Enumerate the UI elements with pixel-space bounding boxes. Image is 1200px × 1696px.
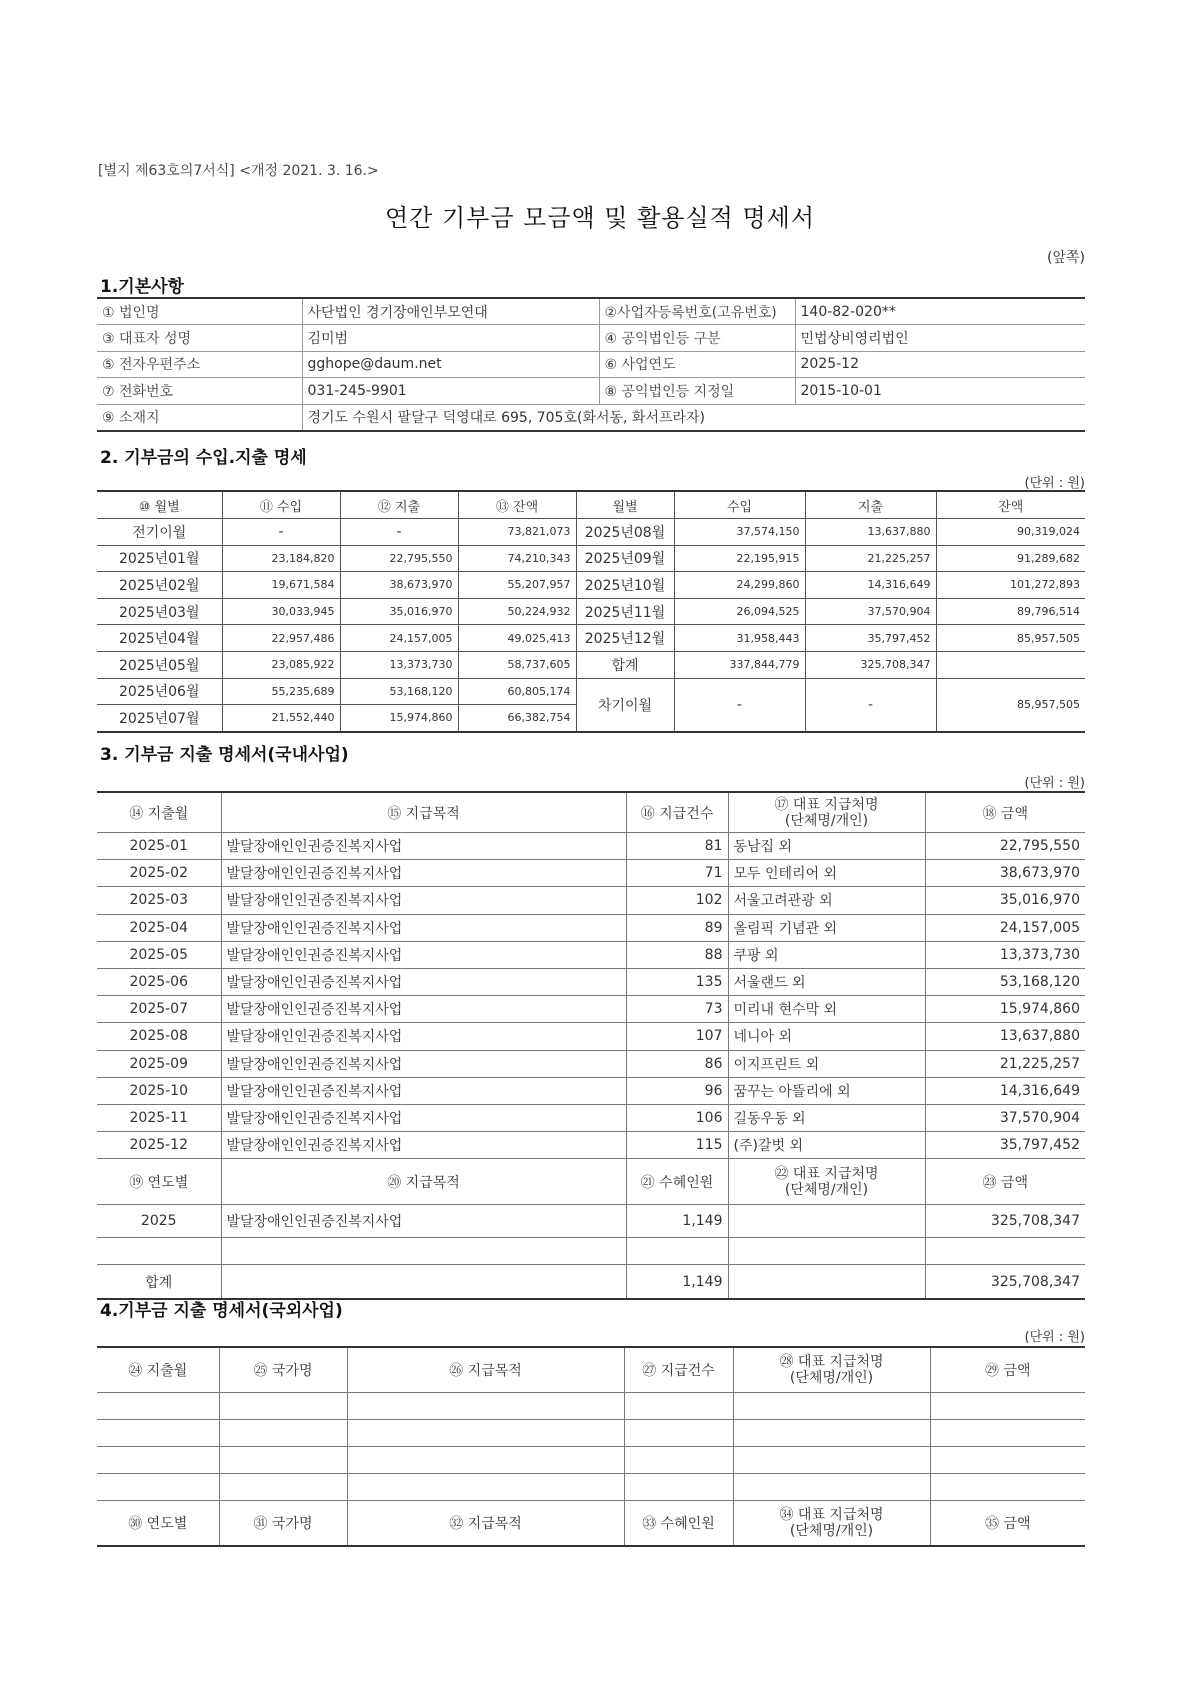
year-cell: 2025 xyxy=(97,1205,221,1238)
column-header: ⑮ 지급목적 xyxy=(221,792,626,833)
field-label: ⑧ 공익법인등 지정일 xyxy=(599,378,795,404)
field-label: ④ 공익법인등 구분 xyxy=(599,325,795,351)
amount-cell: 38,673,970 xyxy=(925,860,1085,887)
purpose-cell: 발달장애인인권증진복지사업 xyxy=(221,1023,626,1050)
field-label: ① 법인명 xyxy=(97,298,302,325)
month-cell: 2025년01월 xyxy=(97,545,222,572)
column-header: ㉖ 지급목적 xyxy=(347,1347,624,1393)
month-cell: 2025년05월 xyxy=(97,651,222,678)
balance-cell: 90,319,024 xyxy=(936,519,1085,546)
empty-cell xyxy=(219,1420,347,1447)
section-3-unit: (단위 : 원) xyxy=(1024,776,1085,791)
count-cell: 107 xyxy=(626,1023,728,1050)
purpose-cell: 발달장애인인권증진복지사업 xyxy=(221,1205,626,1238)
count-cell: 71 xyxy=(626,860,728,887)
field-label: ②사업자등록번호(고유번호) xyxy=(599,298,795,325)
income-cell: 30,033,945 xyxy=(222,598,340,625)
empty-cell xyxy=(219,1393,347,1420)
domestic-row xyxy=(97,1104,1085,1131)
empty-cell xyxy=(930,1420,1085,1447)
field-value: 민법상비영리법인 xyxy=(795,325,1085,351)
recipient-cell: 올림픽 기념관 외 xyxy=(728,914,925,941)
month-cell: 2025-08 xyxy=(97,1023,221,1050)
total-count: 1,149 xyxy=(626,1265,728,1300)
header-line: ⑰ 대표 지급처명 xyxy=(774,796,879,813)
empty-cell xyxy=(930,1447,1085,1474)
expense-cell: - xyxy=(340,519,458,546)
basic-info-row xyxy=(97,298,1085,325)
expense-cell: 35,797,452 xyxy=(805,625,936,652)
empty-cell xyxy=(219,1447,347,1474)
amount-cell: 53,168,120 xyxy=(925,968,1085,995)
column-header xyxy=(733,1347,930,1393)
expense-cell: 325,708,347 xyxy=(805,651,936,678)
expense-cell: 14,316,649 xyxy=(805,572,936,599)
purpose-cell: 발달장애인인권증진복지사업 xyxy=(221,968,626,995)
empty-cell xyxy=(347,1420,624,1447)
balance-cell: 50,224,932 xyxy=(458,598,576,625)
field-value: 사단법인 경기장애인부모연대 xyxy=(302,298,599,325)
empty-cell xyxy=(733,1447,930,1474)
month-cell: 2025-03 xyxy=(97,887,221,914)
expense-cell: 38,673,970 xyxy=(340,572,458,599)
field-label: ⑨ 소재지 xyxy=(97,404,302,431)
amount-cell: 37,570,904 xyxy=(925,1104,1085,1131)
empty-cell xyxy=(624,1447,733,1474)
carry-income-cell: - xyxy=(674,678,805,732)
income-cell: 24,299,860 xyxy=(674,572,805,599)
basic-info-row xyxy=(97,351,1085,377)
column-header: ㉛ 국가명 xyxy=(219,1501,347,1547)
month-cell: 2025년02월 xyxy=(97,572,222,599)
carry-month-cell: 차기이월 xyxy=(576,678,674,732)
count-cell: 73 xyxy=(626,996,728,1023)
column-header: ⑯ 지급건수 xyxy=(626,792,728,833)
field-label: ③ 대표자 성명 xyxy=(97,325,302,351)
column-header: 월별 xyxy=(576,491,674,519)
domestic-row xyxy=(97,941,1085,968)
column-header: ㉟ 금액 xyxy=(930,1501,1085,1547)
month-cell: 2025년04월 xyxy=(97,625,222,652)
income-expense-row xyxy=(97,545,1085,572)
month-cell: 2025-11 xyxy=(97,1104,221,1131)
domestic-row xyxy=(97,968,1085,995)
domestic-year-header xyxy=(97,1159,1085,1205)
domestic-row xyxy=(97,1077,1085,1104)
count-cell: 89 xyxy=(626,914,728,941)
basic-info-table xyxy=(97,297,1085,432)
empty-cell xyxy=(728,1238,925,1265)
expense-cell: 13,373,730 xyxy=(340,651,458,678)
month-cell: 2025년08월 xyxy=(576,519,674,546)
balance-cell: 85,957,505 xyxy=(936,625,1085,652)
empty-cell xyxy=(97,1238,221,1265)
carry-balance-cell: 85,957,505 xyxy=(936,678,1085,732)
income-expense-row xyxy=(97,598,1085,625)
section-1-title: 1.기본사항 xyxy=(100,277,184,297)
field-label: ⑦ 전화번호 xyxy=(97,378,302,404)
basic-info-row xyxy=(97,325,1085,351)
column-header: ⑬ 잔액 xyxy=(458,491,576,519)
income-expense-row xyxy=(97,572,1085,599)
recipient-cell: 꿈꾸는 아뜰리에 외 xyxy=(728,1077,925,1104)
balance-cell: 91,289,682 xyxy=(936,545,1085,572)
month-cell: 2025-12 xyxy=(97,1132,221,1159)
expense-cell: 13,637,880 xyxy=(805,519,936,546)
purpose-cell: 발달장애인인권증진복지사업 xyxy=(221,887,626,914)
overseas-empty-row xyxy=(97,1447,1085,1474)
purpose-cell: 발달장애인인권증진복지사업 xyxy=(221,860,626,887)
empty-cell xyxy=(347,1393,624,1420)
overseas-empty-row xyxy=(97,1393,1085,1420)
column-header: ㉝ 수혜인원 xyxy=(624,1501,733,1547)
domestic-row xyxy=(97,887,1085,914)
total-amount: 325,708,347 xyxy=(925,1265,1085,1300)
field-value: 김미범 xyxy=(302,325,599,351)
header-subline: (단체명/개인) xyxy=(789,1370,874,1386)
field-value: 2025-12 xyxy=(795,351,1085,377)
column-header: ⑳ 지급목적 xyxy=(221,1159,626,1205)
page-side-label: (앞쪽) xyxy=(1047,250,1085,266)
month-cell: 2025-06 xyxy=(97,968,221,995)
column-header: 수입 xyxy=(674,491,805,519)
field-value: 2015-10-01 xyxy=(795,378,1085,404)
empty-cell xyxy=(221,1238,626,1265)
column-header: 잔액 xyxy=(936,491,1085,519)
income-expense-row xyxy=(97,651,1085,678)
balance-cell: 74,210,343 xyxy=(458,545,576,572)
column-header: ㉗ 지급건수 xyxy=(624,1347,733,1393)
overseas-year-header xyxy=(97,1501,1085,1547)
empty-cell xyxy=(624,1474,733,1501)
address-row xyxy=(97,404,1085,431)
recipient-cell: 모두 인테리어 외 xyxy=(728,860,925,887)
overseas-header xyxy=(97,1347,1085,1393)
month-cell: 2025년12월 xyxy=(576,625,674,652)
empty-cell xyxy=(97,1447,219,1474)
amount-cell: 35,797,452 xyxy=(925,1132,1085,1159)
count-cell: 88 xyxy=(626,941,728,968)
balance-cell: 60,805,174 xyxy=(458,678,576,705)
month-cell: 2025-01 xyxy=(97,833,221,860)
month-cell: 2025년11월 xyxy=(576,598,674,625)
domestic-expense-table xyxy=(97,791,1085,1300)
expense-cell: 21,225,257 xyxy=(805,545,936,572)
empty-row xyxy=(97,1238,1085,1265)
recipient-cell: 이지프린트 외 xyxy=(728,1050,925,1077)
income-cell: 55,235,689 xyxy=(222,678,340,705)
balance-cell: 101,272,893 xyxy=(936,572,1085,599)
income-cell: 26,094,525 xyxy=(674,598,805,625)
income-expense-table xyxy=(97,490,1085,733)
income-expense-header xyxy=(97,491,1085,519)
total-label: 합계 xyxy=(97,1265,221,1300)
domestic-row xyxy=(97,833,1085,860)
empty-cell xyxy=(925,1238,1085,1265)
basic-info-row xyxy=(97,378,1085,404)
recipient-cell: 서울랜드 외 xyxy=(728,968,925,995)
month-cell: 합계 xyxy=(576,651,674,678)
balance-cell: 89,796,514 xyxy=(936,598,1085,625)
month-cell: 2025-02 xyxy=(97,860,221,887)
empty-cell xyxy=(733,1420,930,1447)
header-subline: (단체명/개인) xyxy=(784,812,869,829)
month-cell: 2025-04 xyxy=(97,914,221,941)
month-cell: 2025-07 xyxy=(97,996,221,1023)
income-expense-row xyxy=(97,519,1085,546)
balance-cell: 66,382,754 xyxy=(458,705,576,732)
domestic-year-row xyxy=(97,1205,1085,1238)
balance-cell xyxy=(936,651,1085,678)
empty-cell xyxy=(930,1474,1085,1501)
header-subline: (단체명/개인) xyxy=(789,1523,874,1539)
count-cell: 96 xyxy=(626,1077,728,1104)
recipient-cell xyxy=(728,1205,925,1238)
month-cell: 전기이월 xyxy=(97,519,222,546)
income-cell: 337,844,779 xyxy=(674,651,805,678)
balance-cell: 55,207,957 xyxy=(458,572,576,599)
column-header: ㉚ 연도별 xyxy=(97,1501,219,1547)
income-cell: 21,552,440 xyxy=(222,705,340,732)
empty-cell xyxy=(347,1447,624,1474)
field-value: 140-82-020** xyxy=(795,298,1085,325)
section-4-title: 4.기부금 지출 명세서(국외사업) xyxy=(100,1301,343,1321)
empty-cell xyxy=(624,1420,733,1447)
recipient-cell: (주)갈벗 외 xyxy=(728,1132,925,1159)
empty-cell xyxy=(347,1474,624,1501)
amount-cell: 15,974,860 xyxy=(925,996,1085,1023)
balance-cell: 73,821,073 xyxy=(458,519,576,546)
domestic-row xyxy=(97,1132,1085,1159)
column-header xyxy=(728,1159,925,1205)
empty-cell xyxy=(97,1474,219,1501)
balance-cell: 58,737,605 xyxy=(458,651,576,678)
amount-cell: 24,157,005 xyxy=(925,914,1085,941)
expense-cell: 53,168,120 xyxy=(340,678,458,705)
income-expense-row xyxy=(97,678,1085,705)
header-line: ㉒ 대표 지급처명 xyxy=(774,1165,879,1182)
domestic-total-row xyxy=(97,1265,1085,1300)
count-cell: 106 xyxy=(626,1104,728,1131)
income-cell: 31,958,443 xyxy=(674,625,805,652)
recipient-cell: 서울고려관광 외 xyxy=(728,887,925,914)
domestic-row xyxy=(97,1023,1085,1050)
purpose-cell: 발달장애인인권증진복지사업 xyxy=(221,1050,626,1077)
column-header: ⑫ 지출 xyxy=(340,491,458,519)
domestic-row xyxy=(97,996,1085,1023)
beneficiaries-cell: 1,149 xyxy=(626,1205,728,1238)
domestic-row xyxy=(97,860,1085,887)
expense-cell: 35,016,970 xyxy=(340,598,458,625)
balance-cell: 49,025,413 xyxy=(458,625,576,652)
domestic-row xyxy=(97,1050,1085,1077)
field-label: ⑥ 사업연도 xyxy=(599,351,795,377)
empty-cell xyxy=(733,1393,930,1420)
amount-cell: 35,016,970 xyxy=(925,887,1085,914)
month-cell: 2025-09 xyxy=(97,1050,221,1077)
purpose-cell: 발달장애인인권증진복지사업 xyxy=(221,1077,626,1104)
amount-cell: 21,225,257 xyxy=(925,1050,1085,1077)
column-header: ⑭ 지출월 xyxy=(97,792,221,833)
field-label: ⑤ 전자우편주소 xyxy=(97,351,302,377)
income-cell: 22,957,486 xyxy=(222,625,340,652)
column-header: ㉑ 수혜인원 xyxy=(626,1159,728,1205)
purpose-cell: 발달장애인인권증진복지사업 xyxy=(221,1132,626,1159)
address-value: 경기도 수원시 팔달구 덕영대로 695, 705호(화서동, 화서프라자) xyxy=(302,404,1085,431)
section-2-unit: (단위 : 원) xyxy=(1024,476,1085,491)
income-cell: 22,195,915 xyxy=(674,545,805,572)
count-cell: 86 xyxy=(626,1050,728,1077)
income-expense-row xyxy=(97,625,1085,652)
field-value: 031-245-9901 xyxy=(302,378,599,404)
form-reference: [별지 제63호의7서식] <개정 2021. 3. 16.> xyxy=(98,163,379,179)
column-header: ⑩ 월별 xyxy=(97,491,222,519)
empty-cell xyxy=(219,1474,347,1501)
count-cell: 81 xyxy=(626,833,728,860)
empty-cell xyxy=(626,1238,728,1265)
month-cell: 2025년03월 xyxy=(97,598,222,625)
column-header: ㉕ 국가명 xyxy=(219,1347,347,1393)
overseas-empty-row xyxy=(97,1474,1085,1501)
amount-cell: 22,795,550 xyxy=(925,833,1085,860)
expense-cell: 37,570,904 xyxy=(805,598,936,625)
header-subline: (단체명/개인) xyxy=(784,1181,869,1198)
income-cell: 37,574,150 xyxy=(674,519,805,546)
domestic-header xyxy=(97,792,1085,833)
purpose-cell: 발달장애인인권증진복지사업 xyxy=(221,941,626,968)
recipient-cell: 동남집 외 xyxy=(728,833,925,860)
field-value: gghope@daum.net xyxy=(302,351,599,377)
overseas-expense-table xyxy=(97,1346,1085,1547)
column-header xyxy=(728,792,925,833)
recipient-cell: 미리내 현수막 외 xyxy=(728,996,925,1023)
empty-cell xyxy=(221,1265,626,1300)
purpose-cell: 발달장애인인권증진복지사업 xyxy=(221,833,626,860)
empty-cell xyxy=(728,1265,925,1300)
income-cell: - xyxy=(222,519,340,546)
column-header: ⑪ 수입 xyxy=(222,491,340,519)
overseas-empty-row xyxy=(97,1420,1085,1447)
carry-expense-cell: - xyxy=(805,678,936,732)
month-cell: 2025-10 xyxy=(97,1077,221,1104)
amount-cell: 13,637,880 xyxy=(925,1023,1085,1050)
amount-cell: 13,373,730 xyxy=(925,941,1085,968)
column-header: ㉔ 지출월 xyxy=(97,1347,219,1393)
domestic-row xyxy=(97,914,1085,941)
count-cell: 135 xyxy=(626,968,728,995)
column-header: ㉜ 지급목적 xyxy=(347,1501,624,1547)
purpose-cell: 발달장애인인권증진복지사업 xyxy=(221,996,626,1023)
section-3-title: 3. 기부금 지출 명세서(국내사업) xyxy=(100,745,349,765)
month-cell: 2025년09월 xyxy=(576,545,674,572)
section-2-title: 2. 기부금의 수입.지출 명세 xyxy=(100,448,307,468)
month-cell: 2025년06월 xyxy=(97,678,222,705)
recipient-cell: 네니아 외 xyxy=(728,1023,925,1050)
income-cell: 19,671,584 xyxy=(222,572,340,599)
section-4-unit: (단위 : 원) xyxy=(1024,1330,1085,1345)
column-header: ㉓ 금액 xyxy=(925,1159,1085,1205)
income-cell: 23,085,922 xyxy=(222,651,340,678)
empty-cell xyxy=(624,1393,733,1420)
column-header: ⑱ 금액 xyxy=(925,792,1085,833)
income-cell: 23,184,820 xyxy=(222,545,340,572)
expense-cell: 24,157,005 xyxy=(340,625,458,652)
column-header: ㉙ 금액 xyxy=(930,1347,1085,1393)
month-cell: 2025년10월 xyxy=(576,572,674,599)
purpose-cell: 발달장애인인권증진복지사업 xyxy=(221,1104,626,1131)
empty-cell xyxy=(97,1393,219,1420)
amount-cell: 14,316,649 xyxy=(925,1077,1085,1104)
column-header: 지출 xyxy=(805,491,936,519)
empty-cell xyxy=(733,1474,930,1501)
amount-cell: 325,708,347 xyxy=(925,1205,1085,1238)
count-cell: 102 xyxy=(626,887,728,914)
column-header: ⑲ 연도별 xyxy=(97,1159,221,1205)
expense-cell: 22,795,550 xyxy=(340,545,458,572)
count-cell: 115 xyxy=(626,1132,728,1159)
month-cell: 2025-05 xyxy=(97,941,221,968)
empty-cell xyxy=(930,1393,1085,1420)
recipient-cell: 쿠팡 외 xyxy=(728,941,925,968)
expense-cell: 15,974,860 xyxy=(340,705,458,732)
column-header xyxy=(733,1501,930,1547)
month-cell: 2025년07월 xyxy=(97,705,222,732)
header-line: ㉘ 대표 지급처명 xyxy=(779,1354,884,1370)
empty-cell xyxy=(97,1420,219,1447)
recipient-cell: 길동우동 외 xyxy=(728,1104,925,1131)
purpose-cell: 발달장애인인권증진복지사업 xyxy=(221,914,626,941)
document-title: 연간 기부금 모금액 및 활용실적 명세서 xyxy=(384,204,816,232)
header-line: ㉞ 대표 지급처명 xyxy=(779,1507,884,1523)
